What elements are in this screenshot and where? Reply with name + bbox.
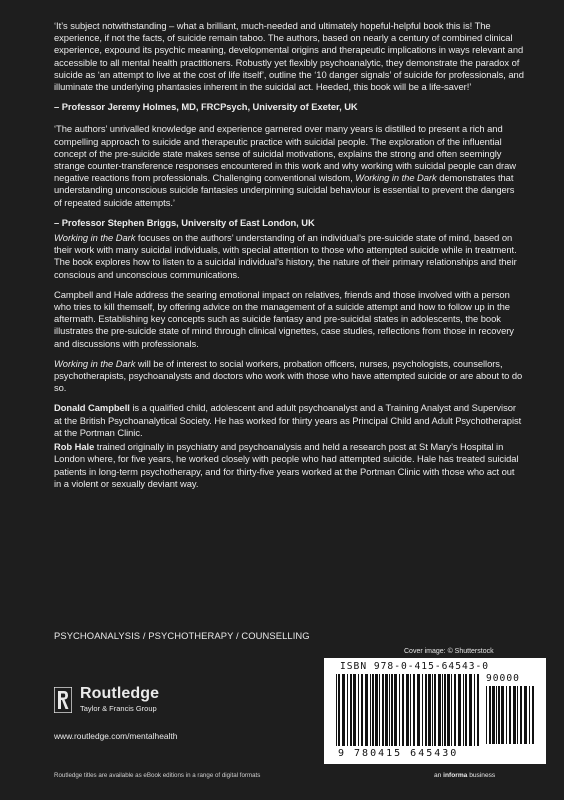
praise-quote-2: ‘The authors’ unrivalled knowledge and experience garnered over many years is distilled to present a rich and compelling approach to suicide and therapeutic practice with suicidal people. The exploration of the influential concept of the pre-suicide state makes sense of suicidal motivations, explains the strong and often seemingly strange counter-transference responses encountered in this work and why working with suicidal people can draw negative reactions from professionals. Challenging conventional wisdom, Working in the Dark demonstrates that understanding unconscious suicide fantasies underpinning suicidal behaviour is essential to prevent the dangers of repeated suicide attempts.’: [54, 123, 516, 208]
informa-business-note: an informa business: [434, 772, 496, 779]
praise-quote-1: ‘It’s subject notwithstanding – what a brilliant, much-needed and ultimately hopeful-helpful book this is! The experience, if not the facts, of suicide remain taboo. The authors, based on nearly a century of combined clinical experience, expound its psychic meaning, developmental origins and therapeutic implications in ways relevant and accessible to all mental health practitioners. Robustly yet flexibly psychoanalytic, they demonstrate the paradox of suicide as ‘an attempt to live at the cost of life itself’, outline the ‘10 danger signals’ of suicide for professionals, and illuminate the underlying phantasies inherent in the suicidal act. Heeded, this book will be a life-saver!’: [54, 20, 524, 93]
praise-attribution-1: – Professor Jeremy Holmes, MD, FRCPsych, University of Exeter, UK: [54, 101, 358, 113]
publisher-name: Routledge: [80, 685, 160, 702]
routledge-logo-icon: [54, 687, 72, 713]
cover-image-credit: Cover image: © Shutterstock: [404, 648, 494, 655]
barcode-digits: 9 780415 645430: [338, 748, 459, 759]
author-name: Donald Campbell: [54, 402, 130, 414]
publisher-group: Taylor & Francis Group: [80, 704, 157, 713]
description-paragraph-1: Working in the Dark focuses on the authors’ understanding of an individual’s pre-suicide state of mind, based on their work with many suicidal individuals, with special attention to those who attempted suicide while in treatment. The book explores how to listen to a suicidal individual’s history, the nature of their primary relationships and their conscious and unconscious communications.: [54, 232, 517, 280]
ebook-note: Routledge titles are available as eBook editions in a range of digital formats: [54, 772, 261, 779]
description-paragraph-2: Campbell and Hale address the searing emotional impact on relatives, friends and those involved with a person who tries to kill themself, by offering advice on the management of a suicide attempt and how to follow up in the aftermath. Establishing key concepts such as suicide fantasy and pre-suicidal states in adolescents, the book illustrates the pre-suicide state of mind through clinical vignettes, case studies, reflections from those in recovery and discussions with professionals.: [54, 288, 514, 349]
praise-attribution-2: – Professor Stephen Briggs, University of East London, UK: [54, 216, 315, 228]
book-title-italic: Working in the Dark: [54, 232, 136, 244]
author-name: Rob Hale: [54, 441, 95, 453]
subject-categories: PSYCHOANALYSIS / PSYCHOTHERAPY / COUNSELLING: [54, 630, 310, 641]
publisher-logo: [54, 686, 159, 714]
price-code: 90000: [486, 673, 520, 684]
isbn-barcode: [324, 658, 546, 764]
description-paragraph-3: Working in the Dark will be of interest to social workers, probation officers, nurses, psychologists, counsellors, psychotherapists, psychoanalysts and doctors who work with those who have attempted suicide or are about to do so.: [54, 357, 523, 394]
price-barcode-bars: [486, 686, 536, 746]
publisher-url[interactable]: www.routledge.com/mentalhealth: [54, 731, 178, 741]
book-title-italic: Working in the Dark: [54, 357, 136, 369]
isbn-number: ISBN 978-0-415-64543-0: [340, 661, 490, 672]
barcode-bars: [336, 674, 482, 746]
author-bio-1: Donald Campbell is a qualified child, adolescent and adult psychoanalyst and a Training Analyst and Supervisor at the British Psychoanalytical Society. He has worked for thirty years as Principal Child and Adult Psychotherapist at the Portman Clinic.: [54, 402, 522, 438]
author-bio-2: Rob Hale trained originally in psychiatry and psychoanalysis and held a research post at St Mary’s Hospital in London where, for five years, he worked closely with people who had attempted suicide. Hale has treated suicidal patients in long-term psychotherapy, and for thirty-five years worked at the Portman Clinic with those who act out in a violent or sexually deviant way.: [54, 441, 519, 489]
book-title-italic: Working in the Dark: [355, 172, 437, 184]
back-cover-text: [54, 20, 524, 498]
